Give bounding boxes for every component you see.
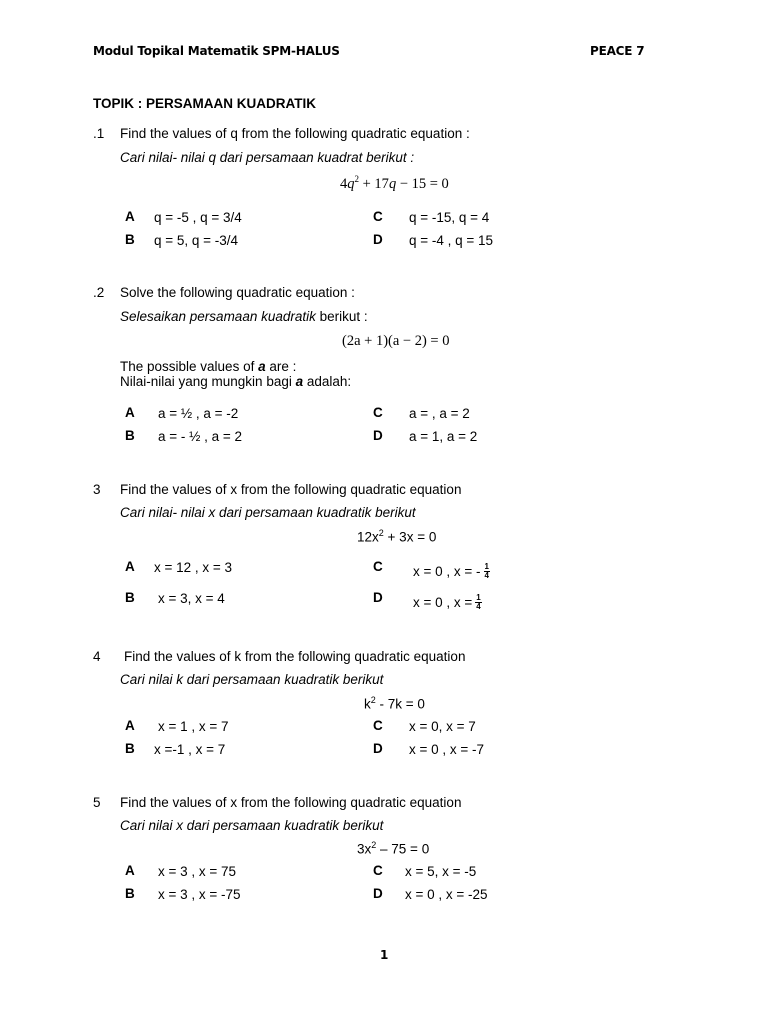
fraction bbox=[484, 563, 490, 580]
option-text: x = 3 , x = 75 bbox=[158, 864, 237, 879]
option-letter: D bbox=[373, 232, 383, 247]
eq-exponent: 2 bbox=[371, 840, 377, 850]
eq-part: 4 bbox=[340, 175, 348, 192]
question-number: 3 bbox=[93, 482, 101, 497]
option-text: q = 5, q = -3/4 bbox=[154, 233, 239, 248]
option-letter: D bbox=[373, 590, 383, 605]
equation bbox=[357, 840, 429, 857]
option-text: x = 3, x = 4 bbox=[158, 591, 225, 606]
option-text: a = - ½ , a = 2 bbox=[158, 429, 243, 444]
eq-part: – 75 = 0 bbox=[376, 841, 430, 857]
equation bbox=[340, 174, 449, 193]
option-text bbox=[413, 591, 482, 613]
option-text: x = 12 , x = 3 bbox=[154, 560, 233, 575]
fraction-denominator: 4 bbox=[484, 570, 489, 580]
option-letter: A bbox=[125, 863, 135, 878]
question-text-ms: Cari nilai- nilai q dari persamaan kuadrat berikut : bbox=[120, 150, 415, 165]
question-text-ms: Cari nilai- nilai x dari persamaan kuadratik berikut bbox=[120, 505, 416, 520]
possible-values-en bbox=[120, 359, 296, 374]
page-number: 1 bbox=[380, 948, 389, 962]
question-text-en: Solve the following quadratic equation : bbox=[120, 285, 355, 300]
option-text: a = ½ , a = -2 bbox=[158, 406, 239, 421]
option-letter: C bbox=[373, 209, 383, 224]
eq-var: q bbox=[347, 175, 355, 192]
option-letter: B bbox=[125, 741, 135, 756]
question-text-ms: Cari nilai x dari persamaan kuadratik berikut bbox=[120, 818, 384, 833]
option-text: x =-1 , x = 7 bbox=[154, 742, 226, 757]
fraction-numerator: 1 bbox=[476, 592, 481, 602]
option-letter: C bbox=[373, 863, 383, 878]
option-letter: D bbox=[373, 741, 383, 756]
option-letter: A bbox=[125, 718, 135, 733]
option-letter: A bbox=[125, 209, 135, 224]
option-text: q = -4 , q = 15 bbox=[409, 233, 494, 248]
question-text-en: Find the values of q from the following quadratic equation : bbox=[120, 126, 470, 141]
text: Nilai-nilai yang mungkin bagi bbox=[120, 374, 296, 389]
option-text: q = -5 , q = 3/4 bbox=[154, 210, 242, 225]
variable: a bbox=[295, 374, 304, 389]
header-code: PEACE 7 bbox=[590, 44, 645, 58]
option-text: x = 0 , x = -7 bbox=[409, 742, 485, 757]
question-number: 5 bbox=[93, 795, 101, 810]
option-text: a = , a = 2 bbox=[409, 406, 470, 421]
fraction-denominator: 4 bbox=[476, 601, 481, 611]
option-text: x = 1 , x = 7 bbox=[158, 719, 229, 734]
eq-part: k bbox=[364, 696, 371, 712]
option-letter: C bbox=[373, 559, 383, 574]
question-number: .2 bbox=[93, 285, 105, 300]
fraction bbox=[475, 594, 481, 611]
option-letter: B bbox=[125, 886, 135, 901]
equation bbox=[364, 695, 425, 712]
option-text bbox=[413, 560, 490, 582]
question-number: .1 bbox=[93, 126, 105, 141]
option-letter: B bbox=[125, 428, 135, 443]
option-letter: B bbox=[125, 232, 135, 247]
eq-exponent: 2 bbox=[378, 528, 384, 538]
option-letter: D bbox=[373, 886, 383, 901]
option-text-main: x = 0 , x = - bbox=[413, 563, 481, 579]
variable: a bbox=[258, 359, 266, 374]
question-text-ms bbox=[120, 309, 368, 324]
option-letter: D bbox=[373, 428, 383, 443]
option-letter: B bbox=[125, 590, 135, 605]
eq-part: − 15 = 0 bbox=[396, 175, 449, 192]
text: The possible values of bbox=[120, 359, 259, 374]
eq-part: + 3x = 0 bbox=[383, 529, 437, 545]
eq-exponent: 2 bbox=[354, 174, 359, 184]
ms-plain: berikut : bbox=[315, 309, 368, 324]
eq-var: q bbox=[388, 175, 397, 192]
equation bbox=[357, 528, 436, 545]
eq-part: 3x bbox=[357, 841, 372, 857]
question-text-ms: Cari nilai k dari persamaan kuadratik berikut bbox=[120, 672, 384, 687]
equation: (2a + 1)(a − 2) = 0 bbox=[342, 333, 450, 349]
option-text: q = -15, q = 4 bbox=[409, 210, 490, 225]
topic-title: TOPIK : PERSAMAAN KUADRATIK bbox=[93, 96, 317, 111]
option-text: x = 0 , x = -25 bbox=[405, 887, 488, 902]
option-text: x = 3 , x = -75 bbox=[158, 887, 241, 902]
option-text: a = 1, a = 2 bbox=[409, 429, 478, 444]
eq-exponent: 2 bbox=[370, 695, 376, 705]
option-text: x = 5, x = -5 bbox=[405, 864, 477, 879]
question-text-en: Find the values of k from the following quadratic equation bbox=[124, 649, 466, 664]
question-text-en: Find the values of x from the following quadratic equation bbox=[120, 482, 462, 497]
question-text-en: Find the values of x from the following quadratic equation bbox=[120, 795, 462, 810]
option-letter: A bbox=[125, 405, 135, 420]
fraction-numerator: 1 bbox=[484, 561, 489, 571]
option-letter: C bbox=[373, 718, 383, 733]
eq-part: 12x bbox=[357, 529, 379, 545]
option-letter: A bbox=[125, 559, 135, 574]
eq-part: + 17 bbox=[359, 175, 389, 192]
question-number: 4 bbox=[93, 649, 101, 664]
ms-italic: Selesaikan persamaan kuadratik bbox=[120, 309, 316, 324]
possible-values-ms bbox=[120, 374, 351, 389]
text: are : bbox=[265, 359, 297, 374]
eq-part: - 7k = 0 bbox=[375, 696, 425, 712]
header-module-title: Modul Topikal Matematik SPM-HALUS bbox=[93, 44, 340, 58]
text: adalah: bbox=[303, 374, 352, 389]
option-text-main: x = 0 , x = bbox=[413, 594, 473, 610]
option-letter: C bbox=[373, 405, 383, 420]
option-text: x = 0, x = 7 bbox=[409, 719, 476, 734]
